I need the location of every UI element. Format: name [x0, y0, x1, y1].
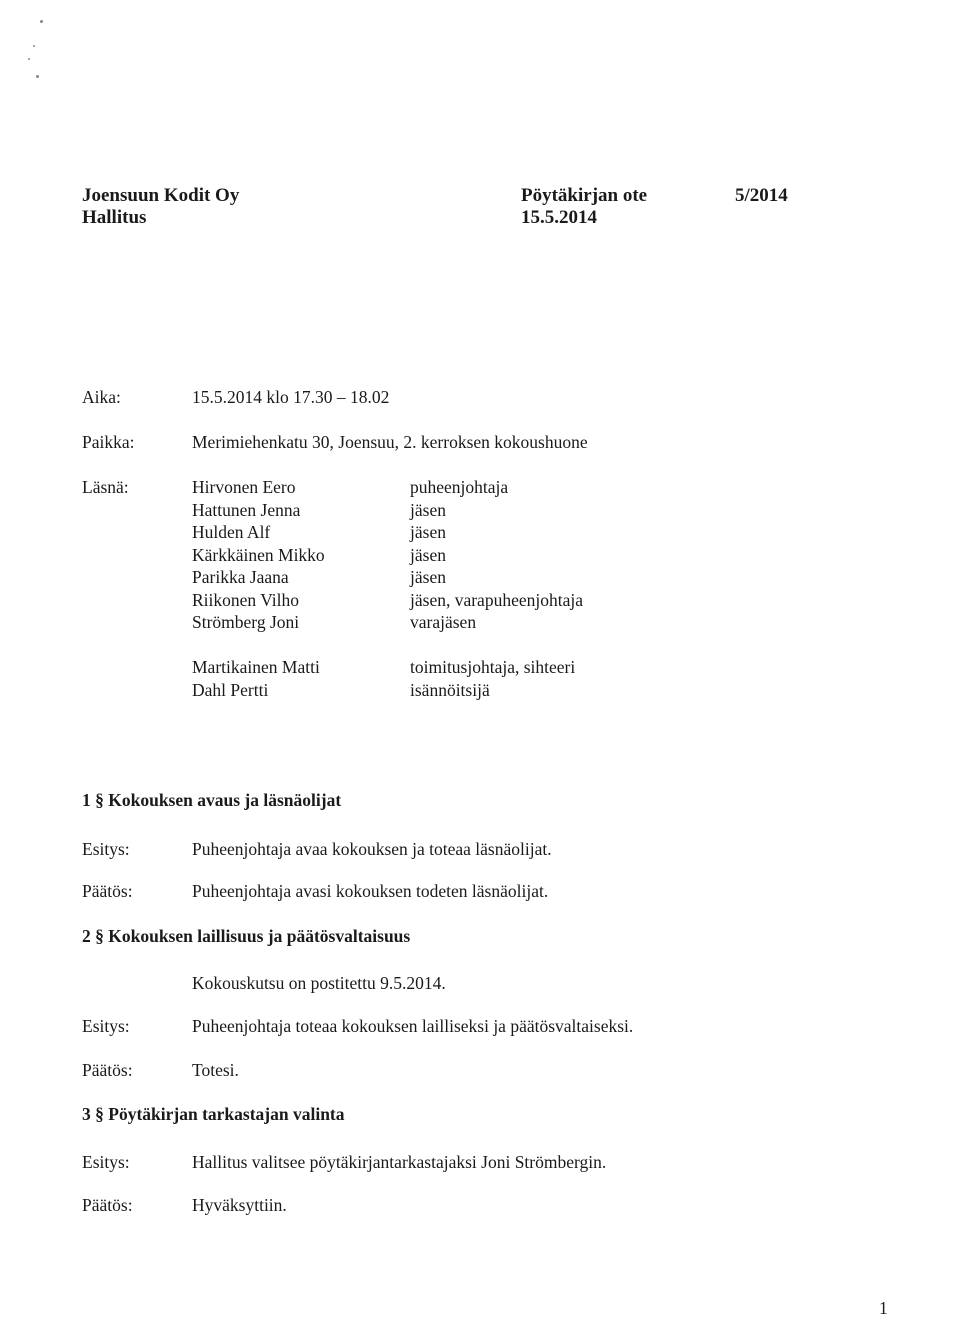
- section-2-proposal: Puheenjohtaja toteaa kokouksen lailliseksi ja päätösvaltaiseksi.: [192, 1016, 634, 1036]
- member-role: jäsen: [410, 544, 446, 565]
- section-1-decision-label: Päätös:: [82, 881, 133, 901]
- section-3-decision-label: Päätös:: [82, 1195, 133, 1215]
- member-name: Strömberg Joni: [192, 612, 300, 632]
- members-roles: [410, 476, 583, 634]
- member-role: jäsen: [410, 567, 446, 587]
- section-2-title: 2 § Kokouksen laillisuus ja päätösvaltaisuus: [82, 926, 411, 946]
- others-roles: [410, 656, 575, 701]
- member-name: Hirvonen Eero: [192, 477, 296, 497]
- member-name: Hulden Alf: [192, 522, 271, 542]
- member-role: jäsen: [410, 499, 446, 520]
- member-role: puheenjohtaja: [410, 477, 509, 497]
- section-1-decision: Puheenjohtaja avasi kokouksen todeten läsnäolijat.: [192, 881, 549, 901]
- member-role: varajäsen: [410, 612, 477, 632]
- place-label: Paikka:: [82, 432, 135, 452]
- member-name: Hattunen Jenna: [192, 499, 301, 520]
- place-value: Merimiehenkatu 30, Joensuu, 2. kerroksen kokoushuone: [192, 432, 588, 452]
- others-names: [192, 656, 320, 701]
- section-2-note: Kokouskutsu on postitettu 9.5.2014.: [192, 973, 446, 993]
- section-2-proposal-label: Esitys:: [82, 1016, 130, 1036]
- document-number: 5/2014: [735, 185, 788, 206]
- member-name: Parikka Jaana: [192, 567, 289, 587]
- section-3-proposal-label: Esitys:: [82, 1152, 130, 1172]
- organization-name: Joensuun Kodit Oy: [82, 185, 240, 206]
- section-1-proposal-label: Esitys:: [82, 839, 130, 859]
- other-name: Dahl Pertti: [192, 679, 269, 700]
- section-1-proposal: Puheenjohtaja avaa kokouksen ja toteaa läsnäolijat.: [192, 839, 552, 859]
- other-name: Martikainen Matti: [192, 657, 320, 677]
- member-role: jäsen: [410, 522, 446, 542]
- member-name: Kärkkäinen Mikko: [192, 544, 325, 565]
- member-role: jäsen, varapuheenjohtaja: [410, 589, 583, 610]
- section-3-decision: Hyväksyttiin.: [192, 1195, 287, 1215]
- section-1-title: 1 § Kokouksen avaus ja läsnäolijat: [82, 790, 342, 810]
- members-names: [192, 476, 325, 634]
- other-role: toimitusjohtaja, sihteeri: [410, 657, 576, 677]
- time-value: 15.5.2014 klo 17.30 – 18.02: [192, 387, 390, 407]
- present-label: Läsnä:: [82, 477, 129, 497]
- time-label: Aika:: [82, 387, 121, 407]
- section-3-proposal: Hallitus valitsee pöytäkirjantarkastajaksi Joni Strömbergin.: [192, 1152, 607, 1172]
- board-name: Hallitus: [82, 207, 147, 228]
- section-2-decision-label: Päätös:: [82, 1060, 133, 1080]
- document-date: 15.5.2014: [521, 207, 597, 228]
- other-role: isännöitsijä: [410, 679, 490, 700]
- section-3-title: 3 § Pöytäkirjan tarkastajan valinta: [82, 1104, 345, 1124]
- page-number: 1: [879, 1298, 888, 1318]
- section-2-decision: Totesi.: [192, 1060, 239, 1080]
- document-type: Pöytäkirjan ote: [521, 185, 648, 206]
- member-name: Riikonen Vilho: [192, 589, 300, 610]
